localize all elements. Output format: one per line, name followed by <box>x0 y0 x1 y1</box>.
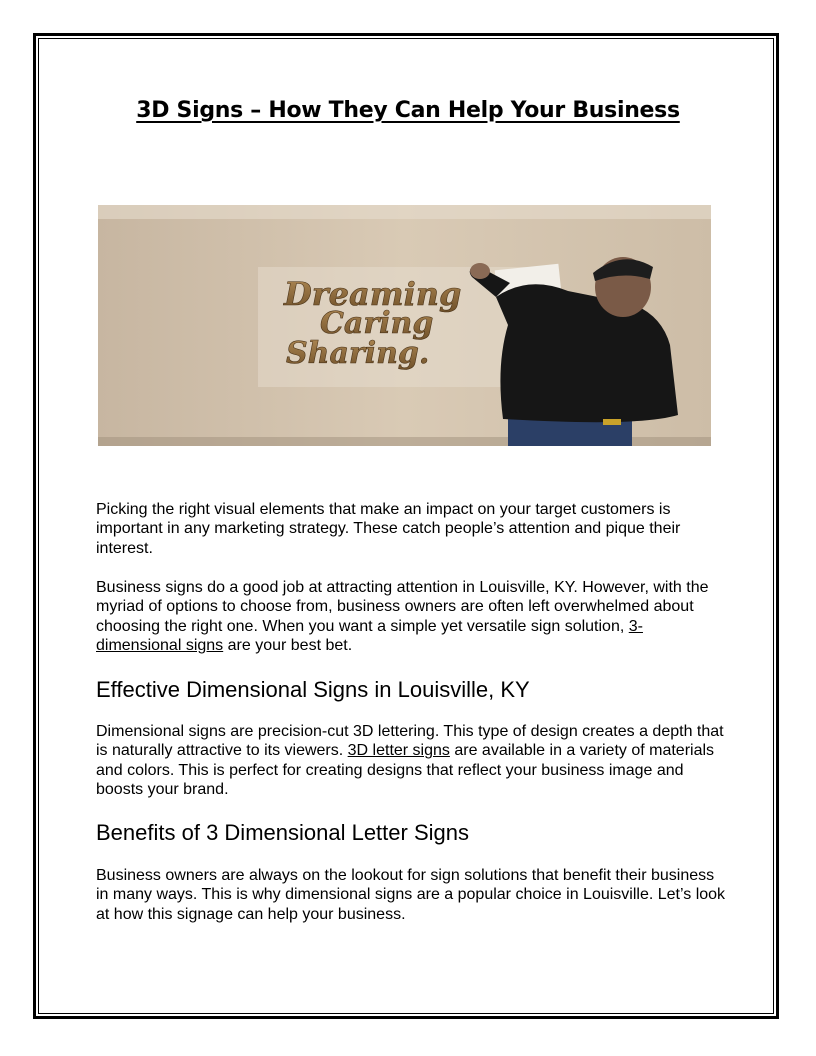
sign-text-line: Dreaming <box>284 275 462 313</box>
body-section <box>96 500 726 558</box>
sign-text-line: Sharing. <box>286 336 430 371</box>
paragraph-dimensional-signs: Dimensional signs are precision-cut 3D lettering. This type of design creates a depth that is naturally attractive to its viewers. 3D letter signs are available in a variety of materials and colors. This is perfect for creating designs that reflect your business image and boosts your brand. <box>96 723 724 799</box>
link-3-dimensional-signs[interactable]: 3-dimensional signs <box>96 617 643 655</box>
paragraph-intro: Picking the right visual elements that make an impact on your target customers is important in any marketing strategy. These catch people’s attention and pique their interest. <box>96 501 681 557</box>
paragraph-business-signs: Business signs do a good job at attracting attention in Louisville, KY. However, with the myriad of options to choose from, business owners are often left overwhelmed about choosing the right one. When you want a simple yet versatile sign solution, 3-dimensional signs are your best bet. <box>96 579 709 655</box>
link-3d-letter-signs[interactable]: 3D letter signs <box>347 742 450 760</box>
paragraph-benefits: Business owners are always on the lookout for sign solutions that benefit their business in many ways. This is why dimensional signs are a popular choice in Louisville. Let’s look at how this signage can help your business. <box>96 867 726 923</box>
heading-benefits: Benefits of 3 Dimensional Letter Signs <box>96 820 469 845</box>
sign-installation-photo <box>98 205 711 446</box>
document-title: 3D Signs – How They Can Help Your Business <box>136 98 680 123</box>
sign-text-line: Caring <box>320 306 434 341</box>
heading-effective-dimensional-signs: Effective Dimensional Signs in Louisville, KY <box>96 677 530 702</box>
